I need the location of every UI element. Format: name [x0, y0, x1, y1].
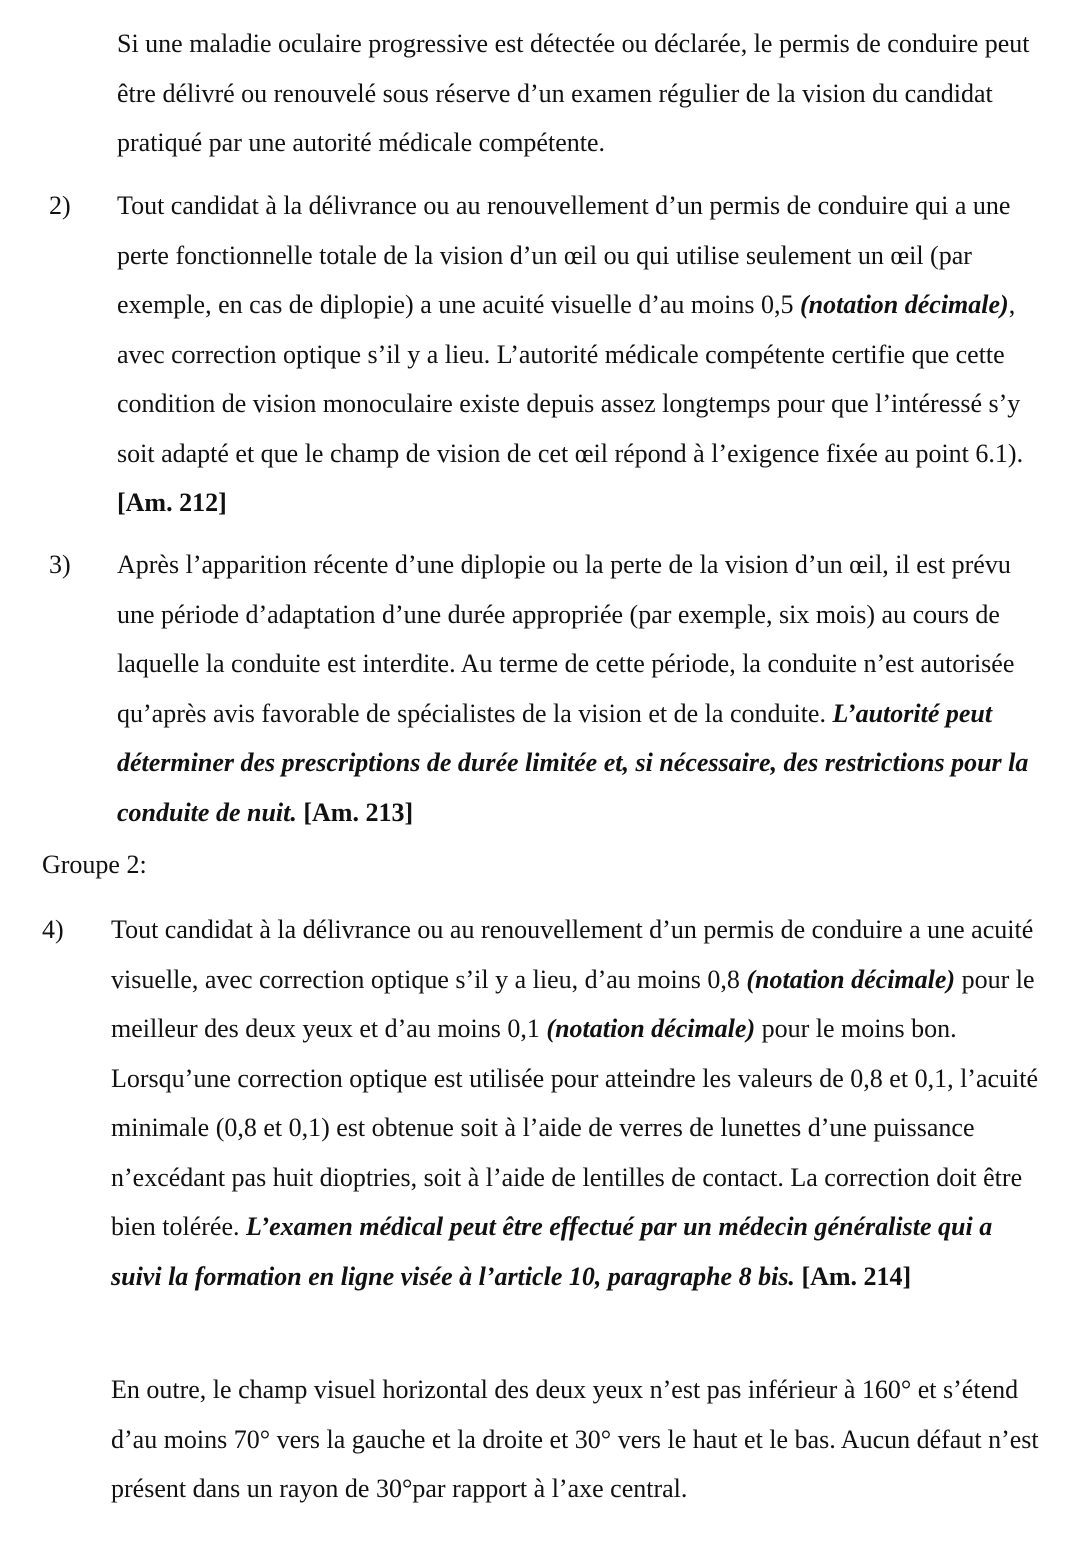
item-number: 3) [49, 550, 71, 579]
item-number: 2) [49, 191, 71, 220]
item-text-part: pour le moins bon. Lorsqu’une correction optique est utilisée pour atteindre les valeurs de 0,8 et 0,1, l’acuité minimale (0,8 et 0,1) est obtenue soit à l’aide de verres de lunettes d’une puissance n’excédant pas huit dioptries, soit à l’aide de lentilles de contact. La correction doit être bien tolérée. [111, 1014, 1039, 1241]
final-paragraph: En outre, le champ visuel horizontal des deux yeux n’est pas inférieur à 160° et s’étend d’au moins 70° vers la gauche et la droite et 30° vers le haut et le bas. Aucun défaut n’est présent dans un rayon de 30°par rapport à l’axe central. [111, 1375, 1039, 1503]
item-text [117, 181, 1035, 528]
intro-paragraph: Si une maladie oculaire progressive est détectée ou déclarée, le permis de conduire peut être délivré ou renouvelé sous réserve d’un examen régulier de la vision du candidat pratiqué par une autorité médicale compétente. [117, 29, 1030, 157]
emphasis-text: L’autorité peut déterminer des prescriptions de durée limitée et, si nécessaire, des restrictions pour la conduite de nuit. [117, 698, 1029, 827]
emphasis-text: (notation décimale) [800, 290, 1009, 319]
item-text-part: Après l’apparition récente d’une diplopie ou la perte de la vision d’un œil, il est prévu une période d’adaptation d’une durée appropriée (par exemple, six mois) au cours de laquelle la conduite est interdite. Au terme de cette période, la conduite n’est autorisée qu’après avis favorable de spécialistes de la vision et de la conduite. [117, 550, 1015, 728]
item-text-part: Tout candidat à la délivrance ou au renouvellement d’un permis de conduire qui a une perte fonctionnelle totale de la vision d’un œil ou qui utilise seulement un œil (par exemple, en cas de diplopie) a une acuité visuelle d’au moins 0,5 [117, 191, 1011, 319]
emphasis-text: L’examen médical peut être effectué par un médecin généraliste qui a suivi la formation en ligne visée à l’article 10, paragraphe 8 bis. [111, 1212, 993, 1291]
amendment-reference: [Am. 212] [117, 488, 227, 517]
emphasis-text: (notation décimale) [546, 1014, 756, 1043]
amendment-reference: [Am. 213] [296, 797, 414, 827]
item-number: 4) [42, 915, 64, 944]
group-label: Groupe 2: [42, 850, 147, 879]
emphasis-text: (notation décimale) [746, 964, 956, 994]
item-text-part: pour le meilleur des deux yeux et d’au moins 0,1 [111, 964, 1035, 1043]
amendment-reference: [Am. 214] [794, 1261, 912, 1291]
item-text [117, 540, 1035, 837]
item-text-part: Tout candidat à la délivrance ou au renouvellement d’un permis de conduire a une acuité visuelle, avec correction optique s’il y a lieu, d’au moins 0,8 [111, 915, 1034, 994]
item-text [111, 905, 1039, 1301]
item-text-part: , avec correction optique s’il y a lieu. L’autorité médicale compétente certifie que cette condition de vision monoculaire existe depuis assez longtemps pour que l’intéressé s’y soit adapté et que le champ de vision de cet œil répond à l’exigence fixée au point 6.1). [117, 290, 1024, 468]
